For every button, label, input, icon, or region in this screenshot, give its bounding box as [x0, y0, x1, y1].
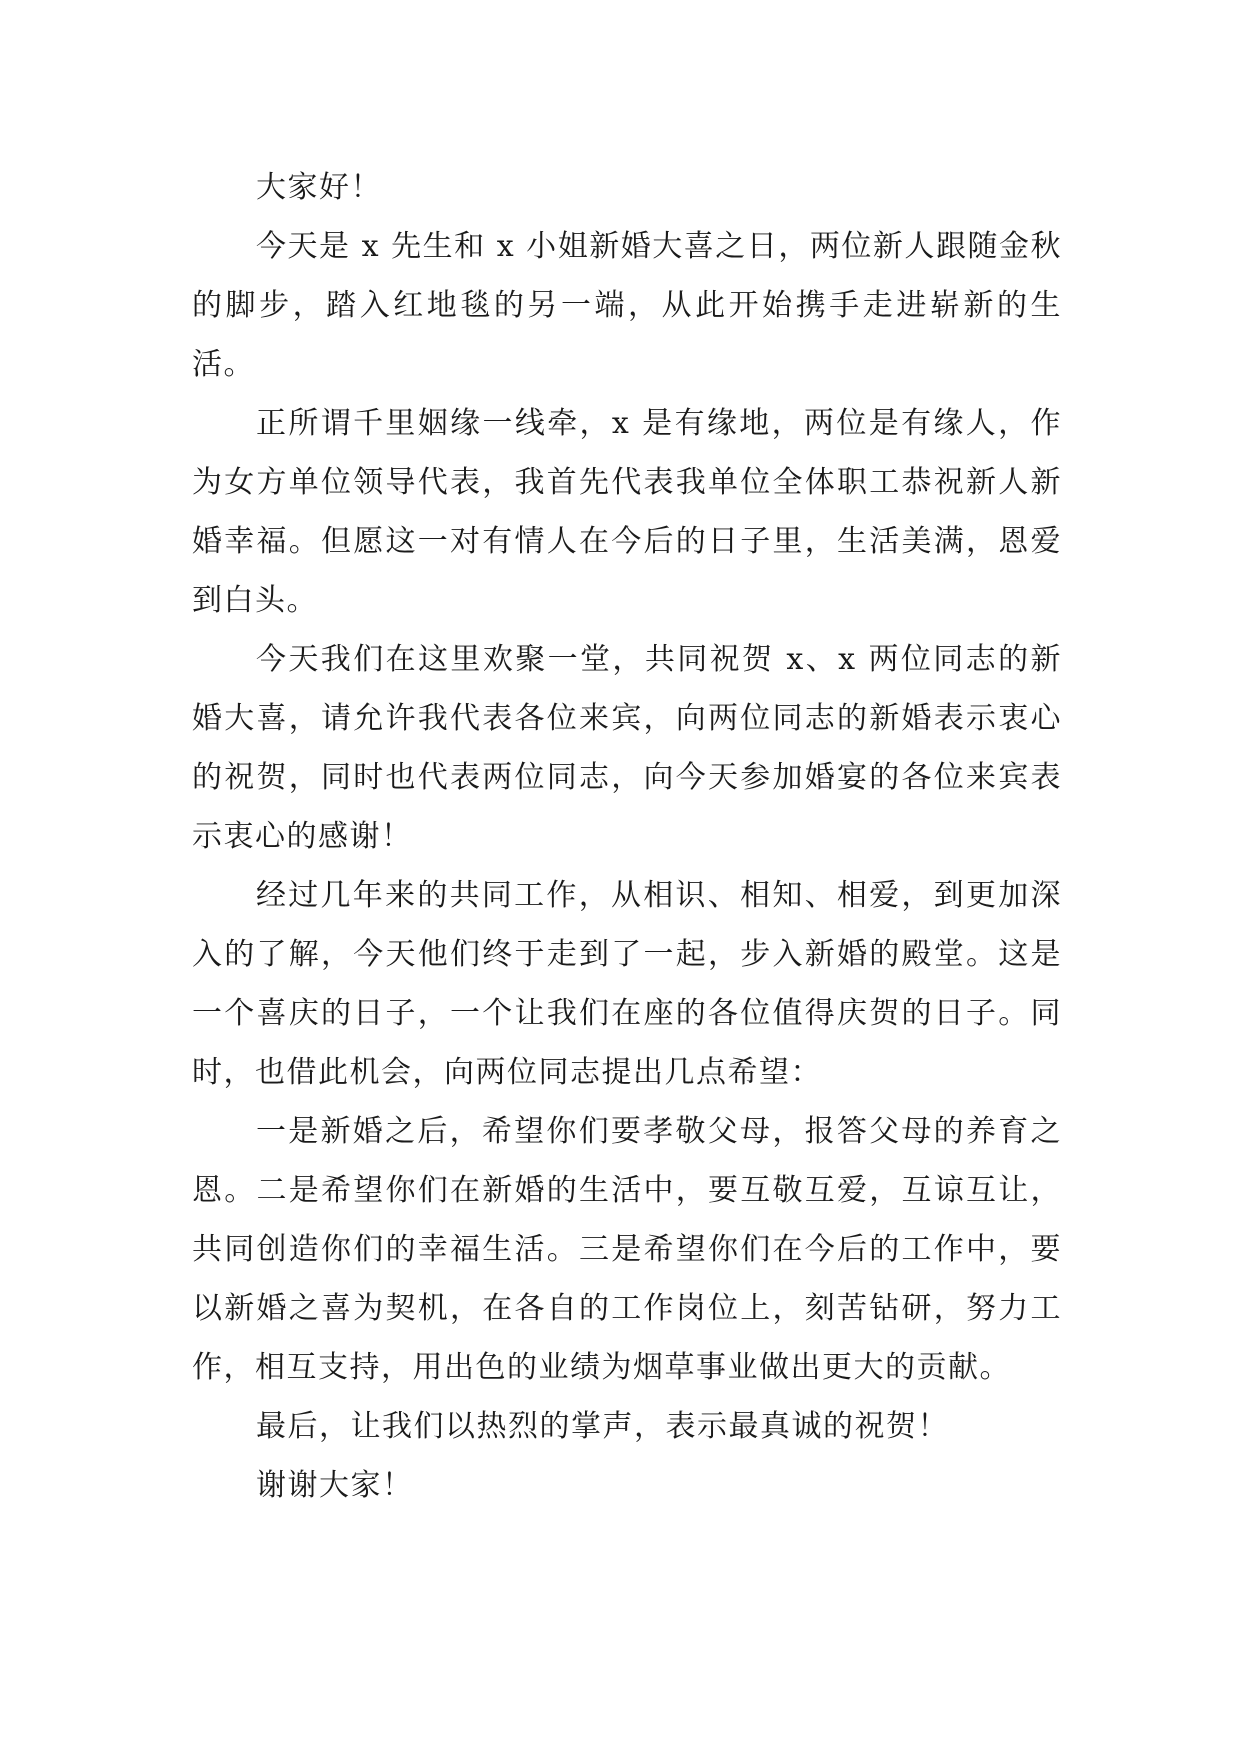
- paragraph-5: 一是新婚之后，希望你们要孝敬父母，报答父母的养育之恩。二是希望你们在新婚的生活中，要互敬互爱，互谅互让，共同创造你们的幸福生活。三是希望你们在今后的工作中，要以新婚之喜为契机，在各自的工作岗位上，刻苦钻研，努力工作，相互支持，用出色的业绩为烟草事业做出更大的贡献。: [192, 1114, 1062, 1385]
- paragraph-3: 今天我们在这里欢聚一堂，共同祝贺 x、x 两位同志的新婚大喜，请允许我代表各位来宾，向两位同志的新婚表示衷心的祝贺，同时也代表两位同志，向今天参加婚宴的各位来宾表示衷心的感谢！: [192, 642, 1062, 854]
- paragraph-closing: 最后，让我们以热烈的掌声，表示最真诚的祝贺！: [256, 1409, 949, 1444]
- paragraph-greeting: 大家好！: [256, 170, 382, 205]
- paragraph-4: 经过几年来的共同工作，从相识、相知、相爱，到更加深入的了解，今天他们终于走到了一起，步入新婚的殿堂。这是一个喜庆的日子，一个让我们在座的各位值得庆贺的日子。同时，也借此机会，向两位同志提出几点希望：: [192, 878, 1062, 1090]
- paragraph-thanks: 谢谢大家！: [256, 1468, 414, 1503]
- paragraph-1: 今天是 x 先生和 x 小姐新婚大喜之日，两位新人跟随金秋的脚步，踏入红地毯的另一端，从此开始携手走进崭新的生活。: [192, 229, 1062, 382]
- paragraph-2: 正所谓千里姻缘一线牵，x 是有缘地，两位是有缘人，作为女方单位领导代表，我首先代表我单位全体职工恭祝新人新婚幸福。但愿这一对有情人在今后的日子里，生活美满，恩爱到白头。: [192, 406, 1062, 618]
- document-body: [192, 158, 1062, 1515]
